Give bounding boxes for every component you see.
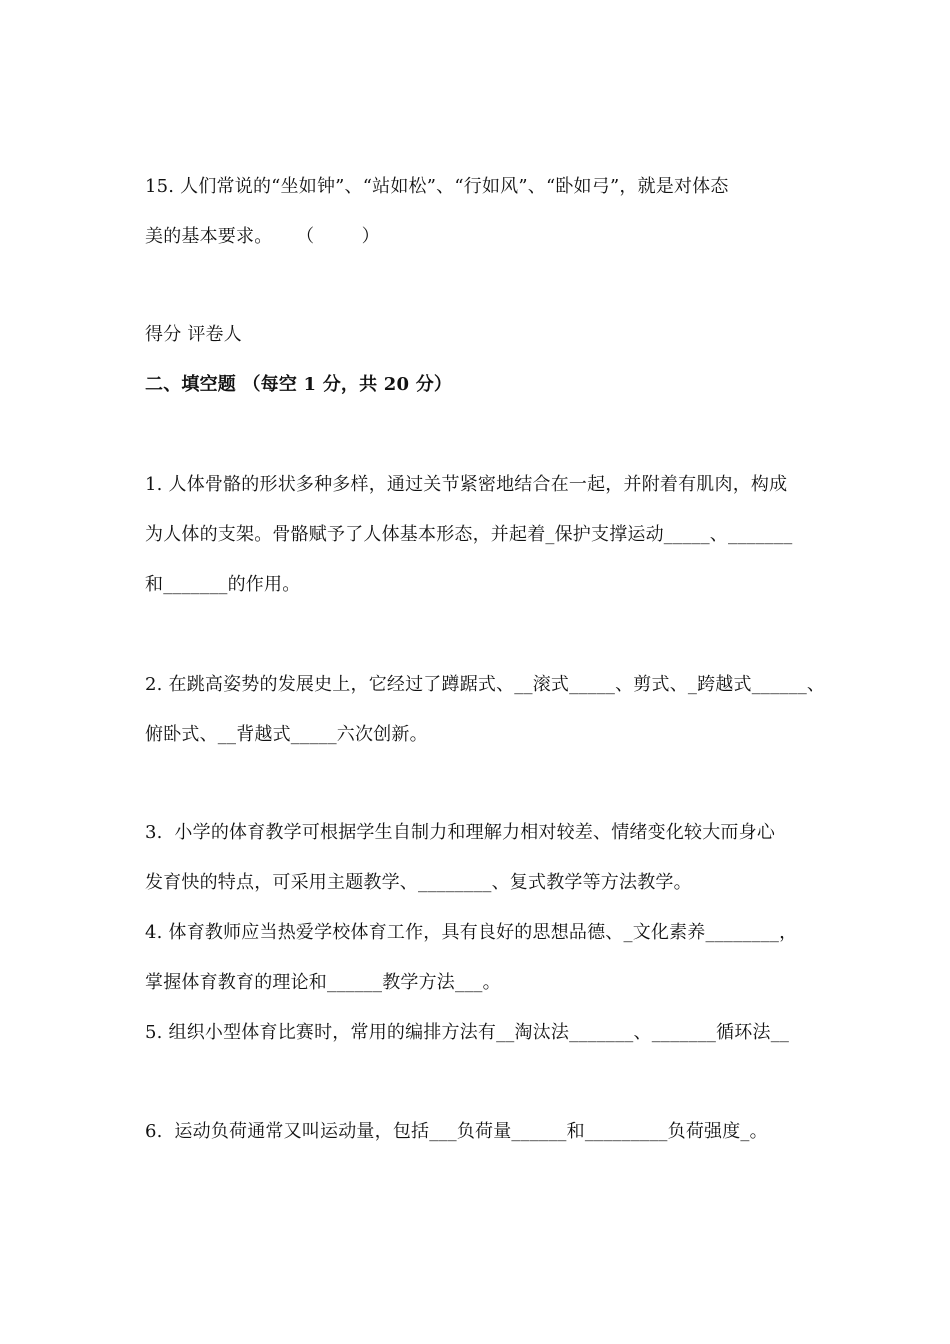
fill-question-4-line-1: 4. 体育教师应当热爱学校体育工作，具有良好的思想品德、_文化素养________， xyxy=(145,922,798,943)
question-15-line-2: 美的基本要求。 （ ） xyxy=(145,226,380,247)
score-grader-header: 得分 评卷人 xyxy=(145,324,242,345)
fill-question-1-line-3: 和_______的作用。 xyxy=(145,574,301,595)
fill-question-2-line-1: 2. 在跳高姿势的发展史上，它经过了蹲踞式、__滚式_____、剪式、_跨越式______、 xyxy=(145,674,826,695)
fill-question-1-line-2: 为人体的支架。骨骼赋予了人体基本形态，并起着_保护支撑运动_____、_______ xyxy=(145,524,793,545)
fill-question-5-line-1: 5. 组织小型体育比赛时，常用的编排方法有__淘汰法_______、_______循环法__ xyxy=(145,1022,790,1043)
section-2-title: 二、填空题 （每空 1 分，共 20 分） xyxy=(145,374,453,395)
fill-question-6-line-1: 6. 运动负荷通常又叫运动量，包括___负荷量______和_________负荷强度_。 xyxy=(145,1121,768,1142)
fill-question-3-line-1: 3. 小学的体育教学可根据学生自制力和理解力相对较差、情绪变化较大而身心 xyxy=(145,822,776,843)
fill-question-2-line-2: 俯卧式、__背越式_____六次创新。 xyxy=(145,724,428,745)
fill-question-1-line-1: 1. 人体骨骼的形状多种多样，通过关节紧密地结合在一起，并附着有肌肉，构成 xyxy=(145,474,788,495)
fill-question-4-line-2: 掌握体育教育的理论和______教学方法___。 xyxy=(145,972,501,993)
question-15-line-1: 15. 人们常说的“坐如钟”、“站如松”、“行如风”、“卧如弓”，就是对体态 xyxy=(145,176,729,197)
fill-question-3-line-2: 发育快的特点，可采用主题教学、________、复式教学等方法教学。 xyxy=(145,872,692,893)
